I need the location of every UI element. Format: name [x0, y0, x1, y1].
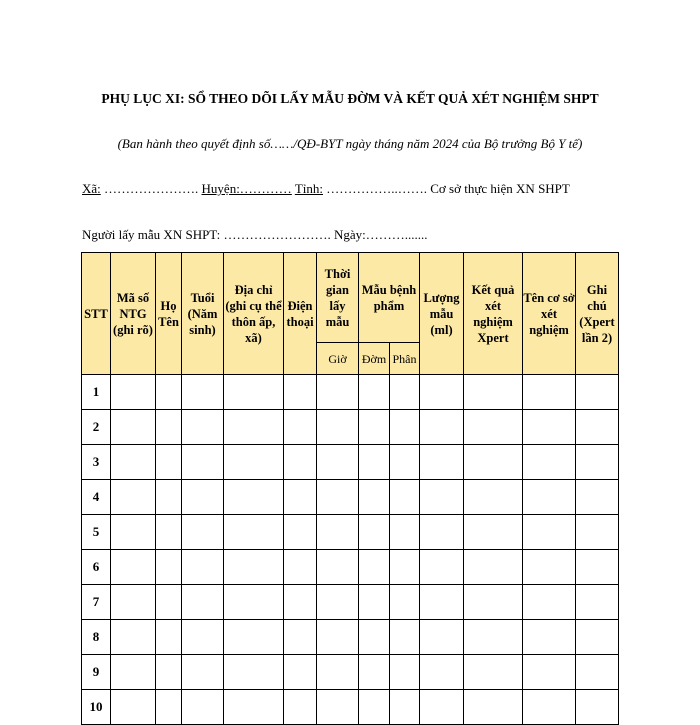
table-row — [82, 550, 619, 585]
table-row — [82, 445, 619, 480]
table-cell — [390, 445, 420, 480]
table-cell — [420, 375, 464, 410]
table-cell — [317, 375, 359, 410]
table-cell — [576, 655, 619, 690]
table-cell — [111, 585, 156, 620]
table-cell — [464, 550, 523, 585]
table-cell — [390, 375, 420, 410]
header-ket-qua: Kết quả xét nghiệm Xpert — [464, 253, 523, 375]
table-cell — [156, 620, 182, 655]
table-cell — [182, 375, 224, 410]
table-cell — [390, 585, 420, 620]
table-cell — [111, 550, 156, 585]
row-number: 6 — [82, 550, 111, 585]
header-ghi-chu: Ghi chú (Xpert lần 2) — [576, 253, 619, 375]
table-cell — [523, 655, 576, 690]
table-cell — [390, 550, 420, 585]
table-cell — [420, 515, 464, 550]
table-cell — [156, 690, 182, 725]
table-row — [82, 375, 619, 410]
table-cell — [464, 480, 523, 515]
row-number: 9 — [82, 655, 111, 690]
table-cell — [317, 690, 359, 725]
row-number: 1 — [82, 375, 111, 410]
table-cell — [464, 410, 523, 445]
table-cell — [317, 480, 359, 515]
table-cell — [284, 410, 317, 445]
header-mau-benh-pham: Mẫu bệnh phẩm — [359, 253, 420, 343]
table-cell — [390, 690, 420, 725]
table-cell — [576, 620, 619, 655]
table-cell — [284, 620, 317, 655]
tinh-value: ……………..……. Cơ sở thực hiện XN SHPT — [323, 181, 570, 196]
table-cell — [224, 690, 284, 725]
table-cell — [359, 480, 390, 515]
xa-value: …………………. — [100, 181, 202, 196]
table-body — [82, 375, 619, 725]
table-cell — [464, 445, 523, 480]
table-cell — [224, 445, 284, 480]
table-cell — [224, 550, 284, 585]
table-row — [82, 515, 619, 550]
table-cell — [420, 550, 464, 585]
table-cell — [182, 445, 224, 480]
table-cell — [576, 515, 619, 550]
table-cell — [284, 585, 317, 620]
header-tuoi: Tuổi (Năm sinh) — [182, 253, 224, 375]
table-cell — [464, 585, 523, 620]
table-cell — [576, 550, 619, 585]
table-cell — [359, 585, 390, 620]
table-cell — [359, 690, 390, 725]
table-cell — [390, 620, 420, 655]
table-cell — [359, 655, 390, 690]
table-cell — [576, 445, 619, 480]
sample-log-table — [81, 252, 619, 725]
table-cell — [464, 690, 523, 725]
table-cell — [523, 690, 576, 725]
row-number: 3 — [82, 445, 111, 480]
table-cell — [523, 515, 576, 550]
table-cell — [182, 480, 224, 515]
table-cell — [359, 375, 390, 410]
table-cell — [111, 480, 156, 515]
table-cell — [156, 550, 182, 585]
table-cell — [111, 375, 156, 410]
table-cell — [576, 375, 619, 410]
row-number: 2 — [82, 410, 111, 445]
table-cell — [420, 480, 464, 515]
table-cell — [156, 410, 182, 445]
location-line — [82, 180, 618, 198]
table-cell — [111, 515, 156, 550]
table-cell — [317, 445, 359, 480]
document-title: PHỤ LỤC XI: SỔ THEO DÕI LẤY MẪU ĐỜM VÀ KẾT QUẢ XÉT NGHIỆM SHPT — [101, 91, 599, 106]
table-cell — [182, 620, 224, 655]
table-cell — [284, 515, 317, 550]
table-cell — [390, 515, 420, 550]
table-cell — [317, 585, 359, 620]
table-cell — [576, 480, 619, 515]
header-ma-so: Mã số NTG (ghi rõ) — [111, 253, 156, 375]
table-cell — [359, 445, 390, 480]
table-cell — [111, 620, 156, 655]
table-cell — [156, 375, 182, 410]
table-cell — [359, 410, 390, 445]
table-cell — [317, 410, 359, 445]
table-cell — [284, 375, 317, 410]
table-cell — [317, 515, 359, 550]
table-cell — [576, 585, 619, 620]
table-cell — [420, 655, 464, 690]
table-cell — [464, 375, 523, 410]
header-ten-co-so: Tên cơ sở xét nghiệm — [523, 253, 576, 375]
table-cell — [317, 550, 359, 585]
table-cell — [182, 655, 224, 690]
table-cell — [156, 480, 182, 515]
header-stt: STT — [82, 253, 111, 375]
table-cell — [224, 655, 284, 690]
table-cell — [156, 585, 182, 620]
table-cell — [523, 445, 576, 480]
table-row — [82, 690, 619, 725]
table-cell — [182, 550, 224, 585]
table-cell — [156, 515, 182, 550]
table-cell — [390, 655, 420, 690]
table-cell — [224, 585, 284, 620]
table-cell — [182, 585, 224, 620]
table-cell — [523, 375, 576, 410]
subheader-phan: Phân — [390, 343, 420, 375]
table-row — [82, 655, 619, 690]
table-row — [82, 480, 619, 515]
table-cell — [359, 550, 390, 585]
table-cell — [111, 655, 156, 690]
table-cell — [317, 655, 359, 690]
table-row — [82, 410, 619, 445]
sampler-line: Người lấy mẫu XN SHPT: ……………………. Ngày:………....... — [82, 227, 428, 242]
table-cell — [182, 690, 224, 725]
table-cell — [523, 550, 576, 585]
table-cell — [111, 445, 156, 480]
header-ho-ten: Họ Tên — [156, 253, 182, 375]
table-cell — [576, 690, 619, 725]
xa-label: Xã: — [82, 181, 101, 196]
table-cell — [182, 515, 224, 550]
table-cell — [111, 690, 156, 725]
table-cell — [156, 655, 182, 690]
table-cell — [420, 585, 464, 620]
table-cell — [284, 445, 317, 480]
table-cell — [284, 550, 317, 585]
table-cell — [224, 410, 284, 445]
table-cell — [317, 620, 359, 655]
table-cell — [523, 410, 576, 445]
table-cell — [464, 620, 523, 655]
row-number: 10 — [82, 690, 111, 725]
table-cell — [224, 375, 284, 410]
table-cell — [420, 445, 464, 480]
table-cell — [420, 620, 464, 655]
table-cell — [359, 620, 390, 655]
subheader-dom: Đờm — [359, 343, 390, 375]
table-cell — [182, 410, 224, 445]
table-cell — [224, 515, 284, 550]
table-cell — [420, 410, 464, 445]
row-number: 8 — [82, 620, 111, 655]
table-cell — [523, 620, 576, 655]
huyen-label: Huyện:………… — [201, 181, 292, 196]
tinh-label: Tỉnh: — [294, 181, 323, 196]
table-cell — [464, 515, 523, 550]
table-cell — [224, 480, 284, 515]
table-row — [82, 585, 619, 620]
table-cell — [523, 480, 576, 515]
header-dia-chi: Địa chỉ (ghi cụ thể thôn ấp, xã) — [224, 253, 284, 375]
table-cell — [390, 410, 420, 445]
table-cell — [111, 410, 156, 445]
table-cell — [156, 445, 182, 480]
row-number: 4 — [82, 480, 111, 515]
table-cell — [576, 410, 619, 445]
subheader-gio: Giờ — [317, 343, 359, 375]
table-cell — [224, 620, 284, 655]
row-number: 5 — [82, 515, 111, 550]
header-luong-mau: Lượng mẫu (ml) — [420, 253, 464, 375]
header-thoi-gian: Thời gian lấy mẫu — [317, 253, 359, 343]
table-cell — [523, 585, 576, 620]
table-cell — [284, 690, 317, 725]
document-subtitle: (Ban hành theo quyết định số……/QĐ-BYT ngày tháng năm 2024 của Bộ trưởng Bộ Y tế) — [117, 136, 583, 151]
table-cell — [284, 655, 317, 690]
row-number: 7 — [82, 585, 111, 620]
table-cell — [420, 690, 464, 725]
table-row — [82, 620, 619, 655]
table-cell — [464, 655, 523, 690]
table-cell — [359, 515, 390, 550]
table-cell — [284, 480, 317, 515]
header-dien-thoai: Điện thoại — [284, 253, 317, 375]
table-cell — [390, 480, 420, 515]
